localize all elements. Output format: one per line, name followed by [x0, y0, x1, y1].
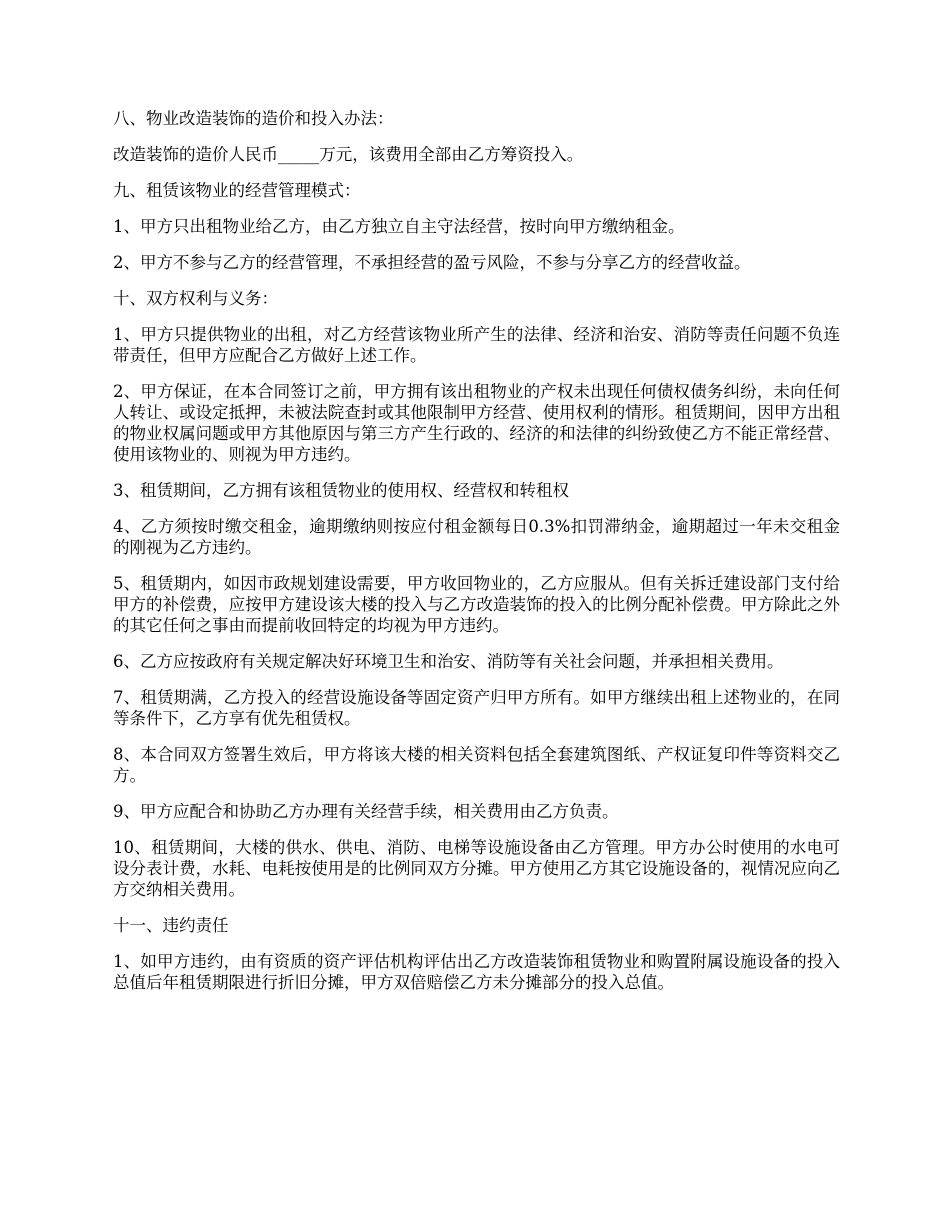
paragraph: 改造装饰的造价人民币_____万元，该费用全部由乙方筹资投入。 — [113, 145, 584, 164]
paragraph: 6、乙方应按政府有关规定解决好环境卫生和治安、消防等有关社会问题，并承担相关费用。 — [113, 652, 784, 671]
paragraph: 8、本合同双方签署生效后，甲方将该大楼的相关资料包括全套建筑图纸、产权证复印件等资料交乙方。 — [113, 745, 840, 785]
paragraph: 1、甲方只提供物业的出租，对乙方经营该物业所产生的法律、经济和治安、消防等责任问题不负连带责任，但甲方应配合乙方做好上述工作。 — [113, 325, 840, 365]
paragraph: 2、甲方保证，在本合同签订之前，甲方拥有该出租物业的产权未出现任何债权债务纠纷，未向任何人转让、或设定抵押，未被法院查封或其他限制甲方经营、使用权利的情形。租赁期间，因甲方出租的物业权属问题或甲方其他原因与第三方产生行政的、经济的和法律的纠纷致使乙方不能正常经营、使用该物业的、则视为甲方违约。 — [113, 382, 840, 464]
paragraph: 1、如甲方违约，由有资质的资产评估机构评估出乙方改造装饰租赁物业和购置附属设施设备的投入总值后年租赁期限进行折旧分摊，甲方双倍赔偿乙方未分摊部分的投入总值。 — [113, 952, 840, 992]
section-heading-10: 十、双方权利与义务： — [113, 289, 278, 308]
document-body — [113, 108, 840, 1008]
section-heading-9: 九、租赁该物业的经营管理模式： — [113, 181, 361, 200]
paragraph: 1、甲方只出租物业给乙方，由乙方独立自主守法经营，按时向甲方缴纳租金。 — [113, 217, 685, 236]
section-heading-8: 八、物业改造装饰的造价和投入办法： — [113, 109, 394, 128]
paragraph: 4、乙方须按时缴交租金，逾期缴纳则按应付租金额每日0.3%扣罚滞纳金，逾期超过一年未交租金的刚视为乙方违约。 — [113, 517, 840, 557]
paragraph: 10、租赁期间，大楼的供水、供电、消防、电梯等设施设备由乙方管理。甲方办公时使用的水电可设分表计费，水耗、电耗按使用是的比例同双方分摊。甲方使用乙方其它设施设备的，视情况应向乙方交纳相关费用。 — [113, 838, 840, 899]
section-heading-11: 十一、违约责任 — [113, 916, 229, 935]
paragraph: 9、甲方应配合和协助乙方办理有关经营手续，相关费用由乙方负责。 — [113, 802, 619, 821]
paragraph: 3、租赁期间，乙方拥有该租赁物业的使用权、经营权和转租权 — [113, 481, 569, 500]
paragraph: 5、租赁期内，如因市政规划建设需要，甲方收回物业的，乙方应服从。但有关拆迁建设部门支付给甲方的补偿费，应按甲方建设该大楼的投入与乙方改造装饰的投入的比例分配补偿费。甲方除此之外的其它任何之事由而提前收回特定的均视为甲方违约。 — [113, 574, 840, 635]
paragraph: 2、甲方不参与乙方的经营管理，不承担经营的盈亏风险，不参与分享乙方的经营收益。 — [113, 253, 751, 272]
paragraph: 7、租赁期满，乙方投入的经营设施设备等固定资产归甲方所有。如甲方继续出租上述物业的，在同等条件下，乙方享有优先租赁权。 — [113, 688, 840, 728]
